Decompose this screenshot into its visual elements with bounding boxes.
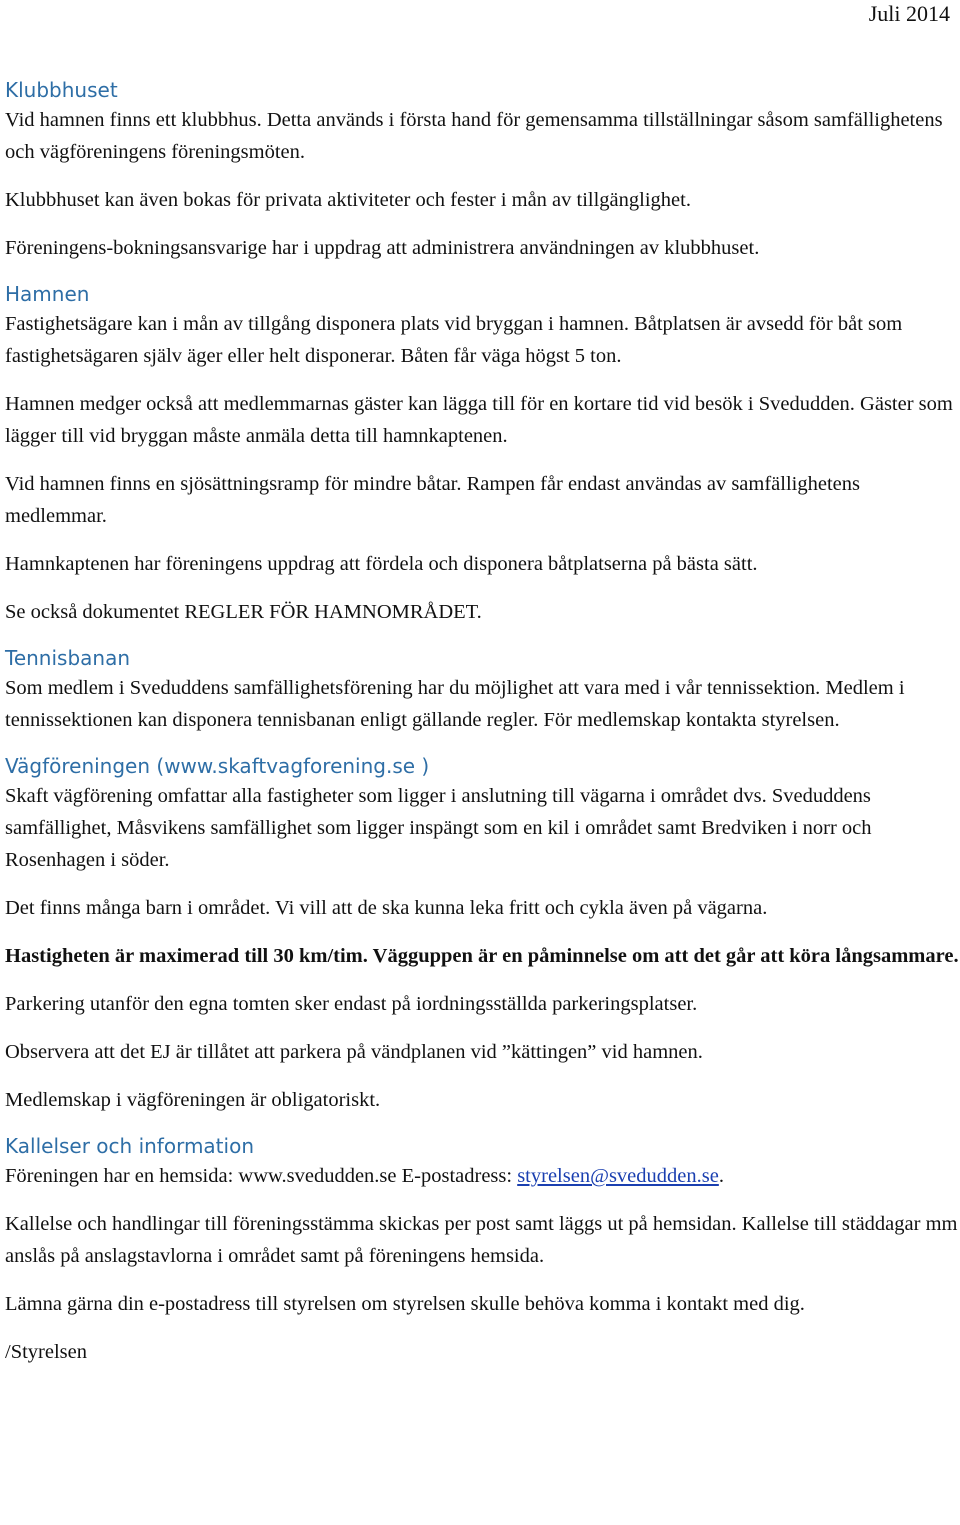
paragraph: Hamnkaptenen har föreningens uppdrag att fördela och disponera båtplatserna på bästa sätt. — [5, 553, 758, 575]
paragraph: Vid hamnen finns en sjösättningsramp för mindre båtar. Rampen får endast användas av samfällighetens medlemmar. — [5, 473, 860, 527]
paragraph: Se också dokumentet REGLER FÖR HAMNOMRÅDET. — [5, 601, 482, 623]
document-date: Juli 2014 — [868, 1, 950, 26]
paragraph: Som medlem i Sveduddens samfällighetsförening har du möjlighet att vara med i vår tennissektion. Medlem i tennissektionen kan disponera tennisbanan enligt gällande regler. För medlemskap kontakta styrelsen. — [5, 677, 905, 731]
heading-kallelser: Kallelser och information — [5, 1134, 254, 1158]
paragraph: Kallelse och handlingar till föreningsstämma skickas per post samt läggs ut på hemsidan. Kallelse till städdagar mm anslås på anslagstavlorna i området samt på föreningens hemsida. — [5, 1213, 958, 1267]
paragraph: Vid hamnen finns ett klubbhus. Detta används i första hand för gemensamma tillställningar såsom samfällighetens och vägföreningens föreningsmöten. — [5, 109, 943, 163]
paragraph: Fastighetsägare kan i mån av tillgång disponera plats vid bryggan i hamnen. Båtplatsen är avsedd för båt som fastighetsägaren själv äger eller helt disponerar. Båten får väga högst 5 ton. — [5, 313, 903, 367]
signature: /Styrelsen — [5, 1341, 87, 1363]
contact-paragraph — [5, 1160, 960, 1192]
contact-text-end: . — [718, 1165, 724, 1187]
paragraph: Observera att det EJ är tillåtet att parkera på vändplanen vid ”kättingen” vid hamnen. — [5, 1041, 703, 1063]
contact-text: Föreningen har en hemsida: www.svedudden.se E-postadress: — [5, 1165, 518, 1187]
heading-tennisbanan: Tennisbanan — [5, 646, 131, 670]
paragraph: Föreningens-bokningsansvarige har i uppdrag att administrera användningen av klubbhuset. — [5, 237, 760, 259]
heading-vagforeningen: Vägföreningen (www.skaftvagforening.se ) — [5, 754, 430, 778]
paragraph: Klubbhuset kan även bokas för privata aktiviteter och fester i mån av tillgänglighet. — [5, 189, 691, 211]
paragraph: Skaft vägförening omfattar alla fastigheter som ligger i anslutning till vägarna i området dvs. Sveduddens samfällighet, Måsvikens samfällighet som ligger inspängt som en kil i området samt Bredviken i norr och Rosenhagen i söder. — [5, 785, 872, 871]
heading-klubbhuset: Klubbhuset — [5, 78, 118, 102]
email-link[interactable]: styrelsen@svedudden.se — [517, 1165, 719, 1187]
document-body — [5, 76, 960, 1368]
heading-hamnen: Hamnen — [5, 282, 90, 306]
paragraph: Det finns många barn i området. Vi vill att de ska kunna leka fritt och cykla även på vägarna. — [5, 897, 768, 919]
paragraph: Parkering utanför den egna tomten sker endast på iordningsställda parkeringsplatser. — [5, 993, 698, 1015]
paragraph: Hamnen medger också att medlemmarnas gäster kan lägga till för en kortare tid vid besök i Svedudden. Gäster som lägger till vid bryggan måste anmäla detta till hamnkaptenen. — [5, 393, 953, 447]
paragraph: Lämna gärna din e-postadress till styrelsen om styrelsen skulle behöva komma i kontakt med dig. — [5, 1293, 805, 1315]
paragraph: Medlemskap i vägföreningen är obligatoriskt. — [5, 1089, 381, 1111]
speed-limit-notice: Hastigheten är maximerad till 30 km/tim. Vägguppen är en påminnelse om att det går att köra långsammare. — [5, 945, 959, 967]
